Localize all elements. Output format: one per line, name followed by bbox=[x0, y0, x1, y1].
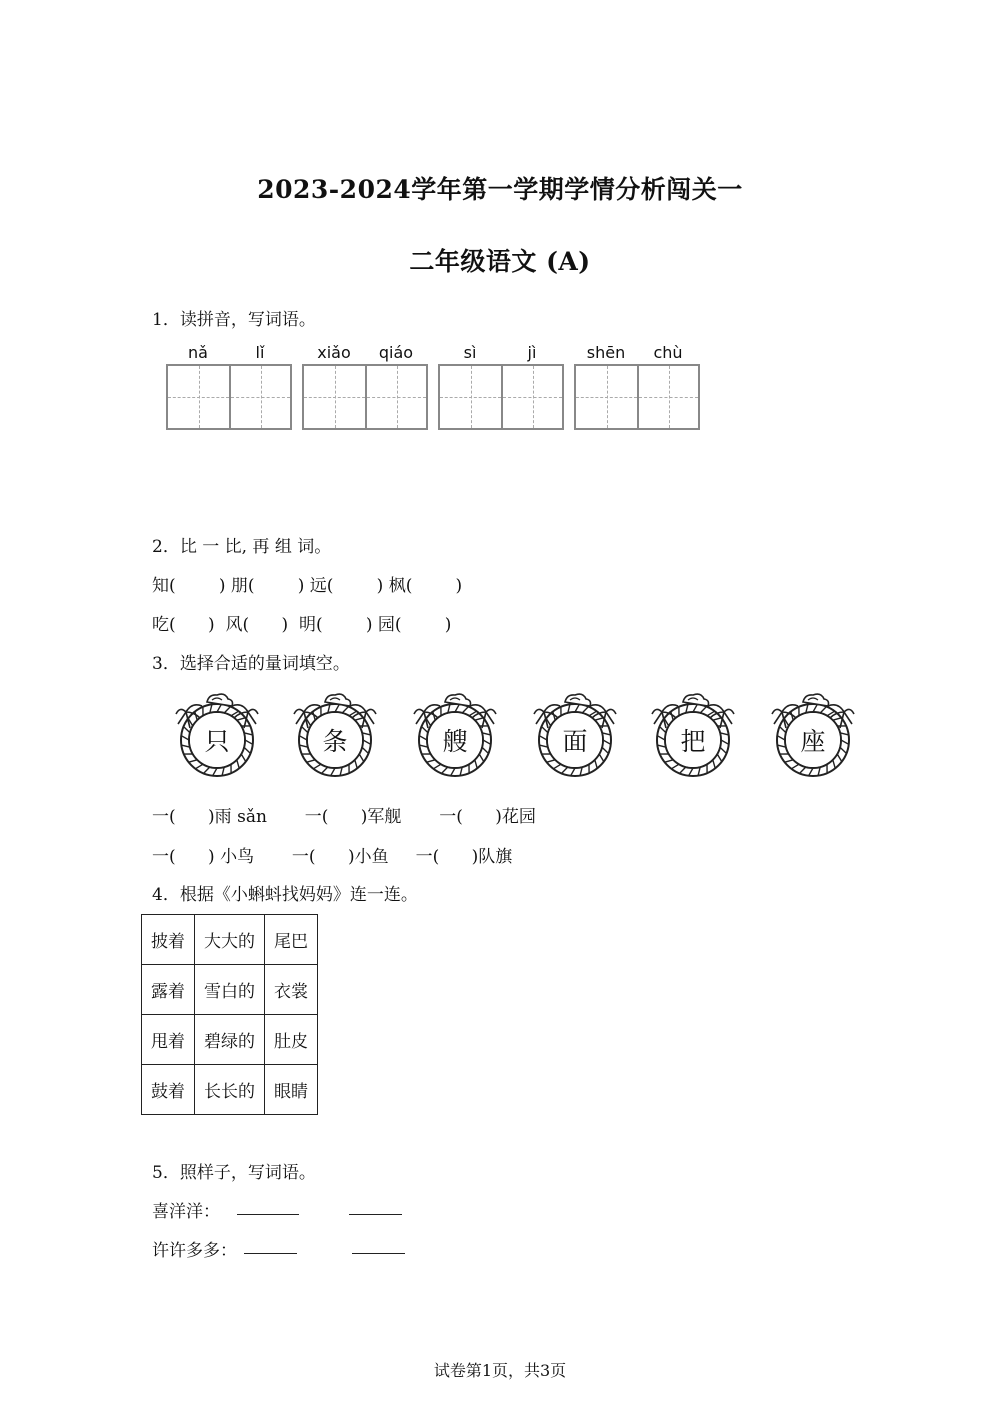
question-2-row-1: 知( ) 朋( ) 远( ) 枫( ) bbox=[152, 576, 463, 596]
exam-subtitle: 二年级语文 (A) bbox=[409, 247, 591, 276]
table-cell[interactable]: 露着 bbox=[142, 965, 195, 1015]
writing-cell[interactable] bbox=[501, 366, 562, 428]
table-cell[interactable]: 雪白的 bbox=[195, 965, 265, 1015]
writing-grid-4[interactable] bbox=[574, 364, 700, 430]
question-5-item-1: 喜洋洋： bbox=[152, 1202, 220, 1222]
answer-blank[interactable] bbox=[237, 1198, 299, 1215]
measure-word-badge bbox=[290, 688, 380, 778]
question-3-row-2: 一( ) 小鸟 一( )小鱼 一( )队旗 bbox=[152, 847, 513, 867]
measure-word-badge bbox=[768, 688, 858, 778]
measure-word-badge bbox=[410, 688, 500, 778]
measure-word-char: 艘 bbox=[442, 727, 468, 756]
table-cell[interactable]: 尾巴 bbox=[265, 915, 318, 965]
pinyin-label: jì bbox=[527, 343, 537, 362]
table-cell[interactable]: 碧绿的 bbox=[195, 1015, 265, 1065]
pinyin-label: lǐ bbox=[255, 343, 265, 362]
pinyin-label: xiǎo bbox=[317, 343, 351, 362]
page-footer: 试卷第1页，共3页 bbox=[433, 1361, 567, 1380]
table-row bbox=[142, 1065, 318, 1115]
pinyin-label: chù bbox=[653, 343, 683, 362]
measure-word-char: 只 bbox=[204, 727, 230, 756]
question-3-prompt: 3．选择合适的量词填空。 bbox=[152, 654, 350, 674]
table-cell[interactable]: 肚皮 bbox=[265, 1015, 318, 1065]
question-2-row-2: 吃( ) 风( ) 明( ) 园( ) bbox=[152, 615, 452, 635]
measure-word-badge bbox=[648, 688, 738, 778]
pinyin-label: nǎ bbox=[188, 343, 208, 362]
matching-table bbox=[141, 914, 318, 1115]
answer-blank[interactable] bbox=[349, 1198, 402, 1215]
question-1-prompt: 1．读拼音，写词语。 bbox=[152, 310, 316, 330]
measure-word-char: 把 bbox=[680, 727, 706, 756]
question-2-prompt: 2．比 一 比, 再 组 词。 bbox=[152, 537, 332, 557]
measure-word-char: 面 bbox=[562, 727, 588, 756]
measure-word-badge bbox=[530, 688, 620, 778]
table-cell[interactable]: 甩着 bbox=[142, 1015, 195, 1065]
table-row bbox=[142, 915, 318, 965]
answer-blank[interactable] bbox=[244, 1237, 297, 1254]
measure-word-char: 座 bbox=[800, 727, 826, 756]
exam-title: 2023-2024学年第一学期学情分析闯关一 bbox=[257, 175, 743, 204]
table-cell[interactable]: 大大的 bbox=[195, 915, 265, 965]
question-3-row-1: 一( )雨 sǎn 一( )军舰 一( )花园 bbox=[152, 807, 536, 827]
question-5-prompt: 5．照样子，写词语。 bbox=[152, 1163, 316, 1183]
table-cell[interactable]: 眼睛 bbox=[265, 1065, 318, 1115]
pinyin-label: qiáo bbox=[378, 343, 414, 362]
pinyin-label: sì bbox=[463, 343, 477, 362]
writing-cell[interactable] bbox=[304, 366, 365, 428]
table-row bbox=[142, 965, 318, 1015]
measure-word-badge bbox=[172, 688, 262, 778]
question-5-item-2: 许许多多： bbox=[152, 1241, 237, 1261]
pinyin-label: shēn bbox=[586, 343, 626, 362]
table-cell[interactable]: 衣裳 bbox=[265, 965, 318, 1015]
table-cell[interactable]: 长长的 bbox=[195, 1065, 265, 1115]
table-cell[interactable]: 鼓着 bbox=[142, 1065, 195, 1115]
writing-cell[interactable] bbox=[576, 366, 637, 428]
table-row bbox=[142, 1015, 318, 1065]
writing-grid-2[interactable] bbox=[302, 364, 428, 430]
writing-grid-3[interactable] bbox=[438, 364, 564, 430]
writing-cell[interactable] bbox=[440, 366, 501, 428]
question-4-prompt: 4．根据《小蝌蚪找妈妈》连一连。 bbox=[152, 885, 418, 905]
writing-cell[interactable] bbox=[365, 366, 426, 428]
writing-cell[interactable] bbox=[229, 366, 290, 428]
measure-word-char: 条 bbox=[322, 727, 348, 756]
writing-cell[interactable] bbox=[637, 366, 698, 428]
writing-grid-1[interactable] bbox=[166, 364, 292, 430]
answer-blank[interactable] bbox=[352, 1237, 405, 1254]
table-cell[interactable]: 披着 bbox=[142, 915, 195, 965]
writing-cell[interactable] bbox=[168, 366, 229, 428]
